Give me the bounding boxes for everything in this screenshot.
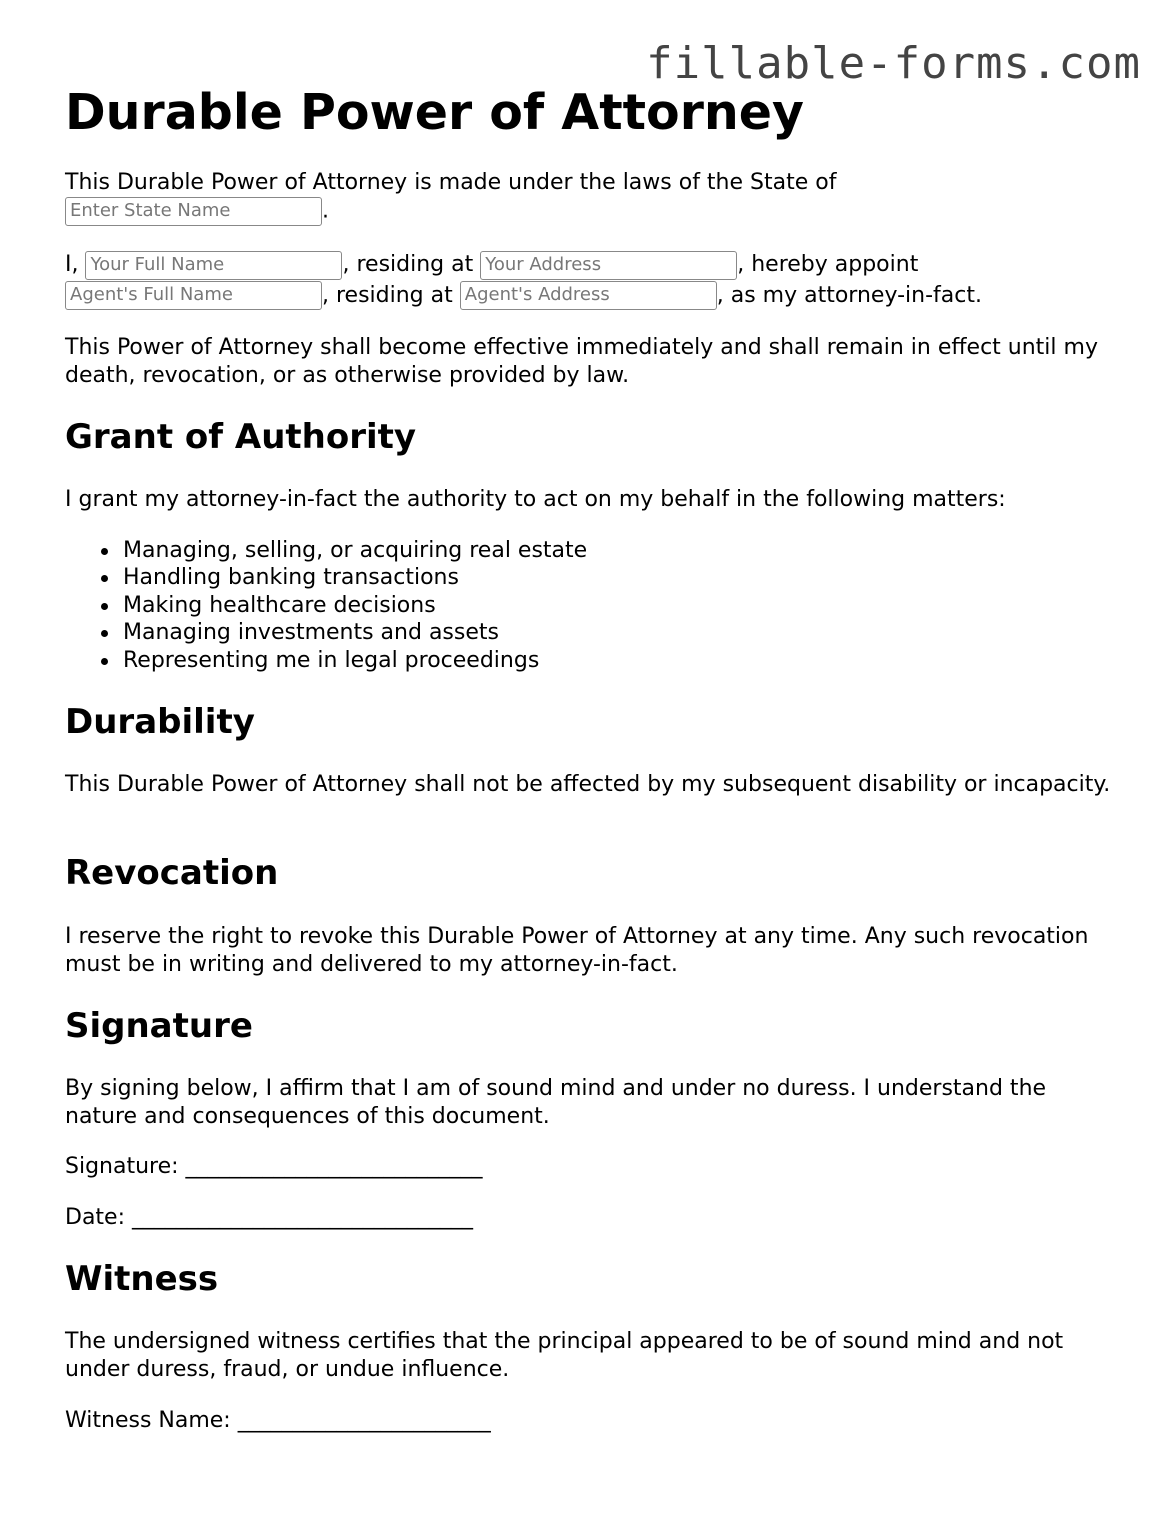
appointment-paragraph bbox=[65, 250, 1115, 311]
list-item: Making healthcare decisions bbox=[65, 592, 587, 619]
intro-end: . bbox=[322, 198, 329, 224]
effective-paragraph: This Power of Attorney shall become effective immediately and shall remain in effect until my death, revocation, or as otherwise provided by law. bbox=[65, 335, 1098, 388]
hereby-appoint-text: , hereby appoint bbox=[737, 252, 919, 277]
list-item: Handling banking transactions bbox=[65, 564, 587, 591]
witness-paragraph: The undersigned witness certifies that the principal appeared to be of sound mind and not under duress, fraud, or undue influence. bbox=[65, 1329, 1064, 1382]
grant-heading: Grant of Authority bbox=[65, 417, 417, 457]
principal-address-field[interactable]: Your Address bbox=[480, 251, 737, 280]
date-line[interactable]: Date: _______________________________ bbox=[65, 1205, 473, 1230]
intro-text: This Durable Power of Attorney is made under the laws of the State of bbox=[65, 170, 837, 195]
grant-paragraph: I grant my attorney-in-fact the authority to act on my behalf in the following matters: bbox=[65, 487, 1006, 512]
list-item: Managing investments and assets bbox=[65, 619, 587, 646]
signature-heading: Signature bbox=[65, 1006, 253, 1046]
agent-address-field[interactable]: Agent's Address bbox=[460, 281, 717, 310]
revocation-heading: Revocation bbox=[65, 853, 279, 893]
principal-name-field[interactable]: Your Full Name bbox=[85, 251, 342, 280]
residing-text-2: , residing at bbox=[322, 282, 453, 308]
attorney-in-fact-text: , as my attorney-in-fact. bbox=[716, 282, 982, 308]
durability-paragraph: This Durable Power of Attorney shall not be affected by my subsequent disability or incapacity. bbox=[65, 772, 1111, 797]
list-item: Managing, selling, or acquiring real estate bbox=[65, 537, 587, 564]
authority-list bbox=[65, 537, 587, 674]
page-title: Durable Power of Attorney bbox=[65, 84, 804, 141]
durability-heading: Durability bbox=[65, 702, 255, 742]
witness-heading: Witness bbox=[65, 1259, 219, 1299]
revocation-paragraph: I reserve the right to revoke this Durable Power of Attorney at any time. Any such revocation must be in writing and delivered to my attorney-in-fact. bbox=[65, 924, 1089, 977]
i-label: I, bbox=[65, 252, 79, 277]
intro-paragraph bbox=[65, 169, 1115, 226]
signature-paragraph: By signing below, I affirm that I am of sound mind and under no duress. I understand the nature and consequences of this document. bbox=[65, 1076, 1047, 1129]
state-name-field[interactable]: Enter State Name bbox=[65, 197, 322, 226]
agent-name-field[interactable]: Agent's Full Name bbox=[65, 281, 322, 310]
residing-text-1: , residing at bbox=[342, 252, 474, 277]
witness-name-line[interactable]: Witness Name: _______________________ bbox=[65, 1408, 491, 1433]
list-item: Representing me in legal proceedings bbox=[65, 647, 587, 674]
signature-line[interactable]: Signature: ___________________________ bbox=[65, 1154, 483, 1179]
watermark: fillable-forms.com bbox=[646, 38, 1141, 89]
